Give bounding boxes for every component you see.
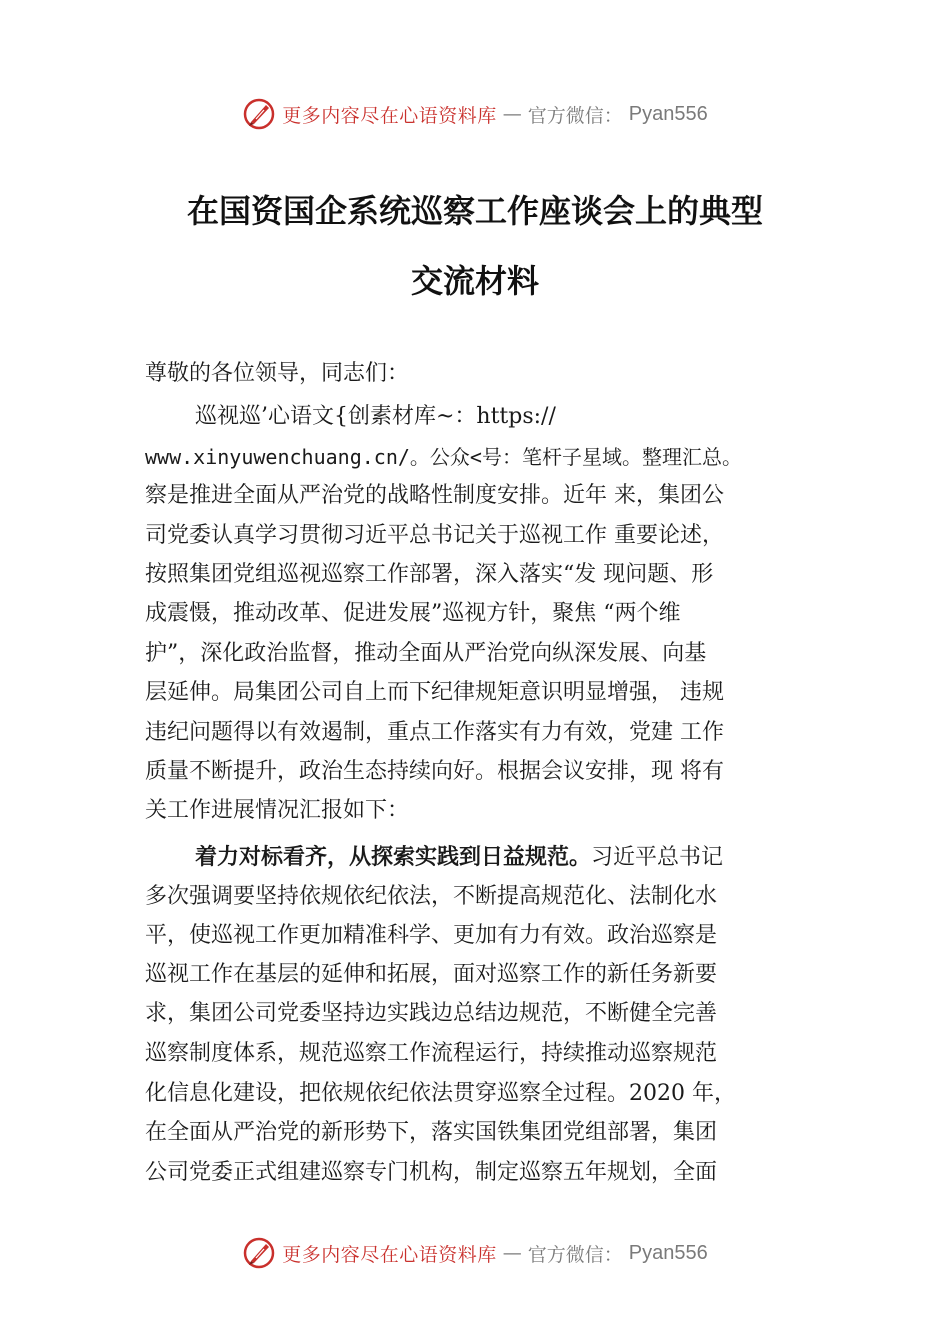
paragraph-line: 巡视工作在基层的延伸和拓展，面对巡察工作的新任务新要	[145, 962, 718, 987]
paragraph-line: www.xinyuwenchuang.cn/。公众<号：笔杆子星域。整理汇总。	[145, 445, 742, 469]
banner-dash: —	[502, 1242, 522, 1264]
section-first-line	[195, 844, 723, 872]
paragraph-line: 在全面从严治党的新形势下，落实国铁集团党组部署，集团	[145, 1120, 718, 1145]
paragraph-line: 巡视巡’心语文{创素材库~：https://	[195, 404, 556, 429]
paragraph-line: 成震慑，推动改革、促进发展”巡视方针，聚焦 “两个维	[145, 601, 681, 626]
paragraph-line: 巡察制度体系，规范巡察工作流程运行，持续推动巡察规范	[145, 1041, 718, 1066]
paragraph-line: 层延伸。局集团公司自上而下纪律规矩意识明显增强， 违规	[145, 680, 724, 705]
paragraph-line: 平，使巡视工作更加精准科学、更加有力有效。政治巡察是	[145, 923, 718, 948]
paragraph-line: 关工作进展情况汇报如下：	[145, 798, 410, 823]
paragraph-line: 质量不断提升，政治生态持续向好。根据会议安排，现 将有	[145, 759, 724, 784]
document-title-line-2: 交流材料	[410, 262, 539, 300]
section-first-rest: 习近平总书记	[591, 845, 724, 870]
banner-wechat-id: Pyan556	[628, 1241, 708, 1264]
paragraph-line: 公司党委正式组建巡察专门机构，制定巡察五年规划，全面	[145, 1160, 718, 1185]
banner-dash: —	[502, 103, 522, 125]
header-banner	[0, 94, 950, 134]
paragraph-line: 护”，深化政治监督，推动全面从严治党向纵深发展、向基	[145, 641, 707, 666]
document-title-line-1: 在国资国企系统巡察工作座谈会上的典型	[186, 192, 763, 230]
banner-wechat-label: 官方微信：	[527, 1243, 623, 1266]
paragraph-line: 察是推进全面从严治党的战略性制度安排。近年 来，集团公	[145, 483, 724, 508]
banner-site-name: 更多内容尽在心语资料库	[282, 104, 497, 127]
paragraph-line: 多次强调要坚持依规依纪依法，不断提高规范化、法制化水	[145, 884, 718, 909]
paragraph-line: 按照集团党组巡视巡察工作部署，深入落实“发 现问题、形	[145, 562, 714, 587]
banner-wechat-id: Pyan556	[628, 102, 708, 125]
paragraph-line: 求，集团公司党委坚持边实践边总结边规范，不断健全完善	[145, 1001, 718, 1026]
greeting: 尊敬的各位领导，同志们：	[145, 361, 410, 386]
paragraph-line: 化信息化建设，把依规依纪依法贯穿巡察全过程。2020 年，	[145, 1081, 736, 1106]
banner-site-name: 更多内容尽在心语资料库	[282, 1243, 497, 1266]
quill-pen-logo-icon	[242, 1236, 276, 1270]
section-heading: 着力对标看齐，从探索实践到日益规范。	[195, 845, 592, 870]
banner-wechat-label: 官方微信：	[527, 104, 623, 127]
paragraph-line: 司党委认真学习贯彻习近平总书记关于巡视工作 重要论述，	[145, 523, 724, 548]
quill-pen-logo-icon	[242, 97, 276, 131]
footer-banner	[0, 1233, 950, 1273]
paragraph-line: 违纪问题得以有效遏制，重点工作落实有力有效，党建 工作	[145, 720, 724, 745]
